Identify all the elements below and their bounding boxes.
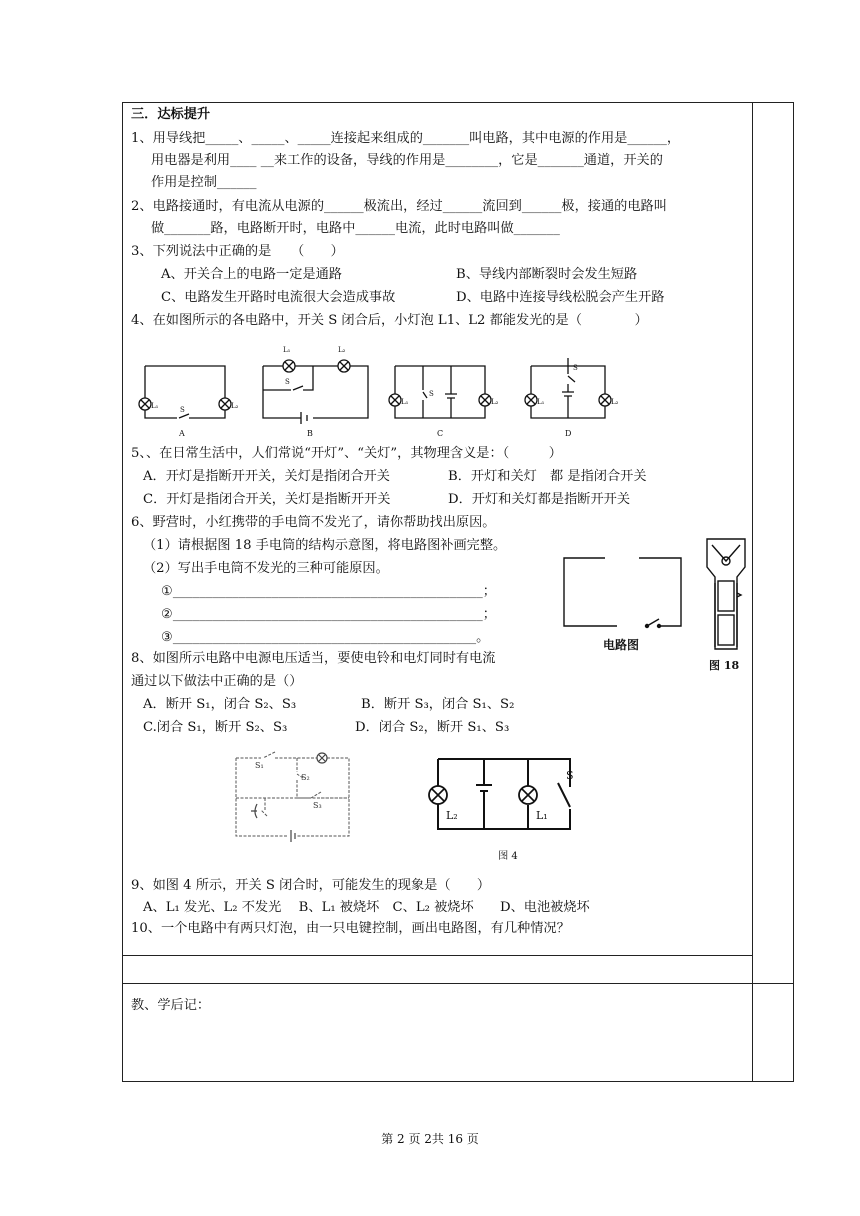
svg-text:L₂: L₂ [446, 809, 458, 822]
q4-label-d: D [565, 429, 572, 438]
q5-stem: 5、、在日常生活中，人们常说“开灯”、“关灯”，其物理含义是：（ ） [131, 446, 562, 461]
q8-line2: 通过以下做法中正确的是（） [131, 674, 303, 689]
q4-label-c: C [437, 429, 444, 438]
figure-4-caption: 图 4 [498, 851, 518, 862]
figure-4-circuit [428, 739, 588, 869]
svg-text:L₂: L₂ [338, 346, 346, 354]
table-row-divider [123, 955, 752, 956]
q5-option-b: B．开灯和关灯 都 是指闭合开关 [448, 469, 647, 484]
q3-option-b: B、导线内部断裂时会发生短路 [456, 267, 638, 282]
svg-text:S: S [429, 390, 434, 398]
circuit-diagram-caption: 电路图 [603, 638, 640, 652]
q2-line2: 做_______路，电路断开时，电路中______电流，此时电路叫做_______ [151, 221, 560, 236]
q8-option-b: B．断开 S₃，闭合 S₁、S₂ [361, 697, 515, 712]
q6-sub1: （1）请根据图 18 手电筒的结构示意图，将电路图补画完整。 [143, 538, 507, 553]
q6-stem: 6、野营时，小红携带的手电筒不发光了，请你帮助找出原因。 [131, 515, 496, 530]
svg-text:L₁: L₁ [283, 346, 291, 354]
teaching-notes-label: 教、学后记： [131, 998, 211, 1013]
section-title: 三．达标提升 [131, 107, 211, 122]
svg-text:S₁: S₁ [255, 761, 264, 770]
q4-circuit-figures [133, 338, 693, 438]
q9-options: A、L₁ 发光、L₂ 不发光 B、L₁ 被烧坏 C、L₂ 被烧坏 D、电池被烧坏 [143, 900, 590, 915]
table-row-divider-notes [123, 983, 793, 984]
q6-circuit-diagram [559, 553, 695, 653]
svg-text:L₁: L₁ [401, 398, 409, 406]
q4-label-a: A [179, 429, 185, 438]
svg-text:L₂: L₂ [611, 398, 619, 406]
q3-option-a: A、开关合上的电路一定是通路 [161, 267, 342, 282]
svg-text:L₁: L₁ [537, 398, 545, 406]
q8-option-c: C.闭合 S₁，断开 S₂、S₃ [143, 720, 288, 735]
q4-stem: 4、在如图所示的各电路中，开关 S 闭合后，小灯泡 L1、L2 都能发光的是（ ） [131, 313, 648, 328]
q4-circuits-svg [133, 338, 693, 438]
q1-line2: 用电器是利用____ __来工作的设备，导线的作用是________，它是_______通道，开关的 [151, 153, 663, 168]
page-footer: 第 2 页 2共 16 页 [381, 1132, 479, 1146]
svg-text:L₂: L₂ [231, 402, 239, 410]
lesson-table [122, 102, 794, 1082]
svg-text:S: S [573, 364, 578, 372]
q3-option-c: C、电路发生开路时电流很大会造成事故 [161, 290, 396, 305]
q8-option-a: A．断开 S₁，闭合 S₂、S₃ [143, 697, 297, 712]
svg-text:S₂: S₂ [301, 773, 310, 782]
svg-text:S: S [180, 406, 185, 414]
q8-line1: 8、如图所示电路中电源电压适当，要使电铃和电灯同时有电流 [131, 651, 496, 666]
q9-stem: 9、如图 4 所示，开关 S 闭合时，可能发生的现象是（ ） [131, 878, 491, 893]
q6-blank-2: ②_______________________________________________； [161, 607, 496, 622]
q5-option-a: A．开灯是指断开开关，关灯是指闭合开关 [143, 469, 390, 484]
q1-line1: 1、用导线把_____、_____、_____连接起来组成的_______叫电路，其中电源的作用是______， [131, 131, 681, 146]
svg-text:S: S [285, 378, 290, 386]
q5-option-c: C．开灯是指闭合开关，关灯是指断开开关 [143, 492, 391, 507]
q6-blank-1: ①_______________________________________________； [161, 584, 496, 599]
table-column-divider [752, 103, 753, 1081]
figure-18-caption: 图 18 [709, 659, 740, 672]
q5-option-d: D．开灯和关灯都是指断开开关 [448, 492, 631, 507]
svg-text:L₁: L₁ [536, 809, 548, 822]
q8-circuit-diagram [231, 748, 361, 843]
q6-sub2: （2）写出手电筒不发光的三种可能原因。 [143, 561, 389, 576]
svg-text:S: S [566, 769, 574, 782]
q2-line1: 2、电路接通时，有电流从电源的______极流出，经过______流回到______极，接通的电路叫 [131, 199, 667, 214]
svg-text:L₁: L₁ [151, 402, 159, 410]
q8-option-d: D．闭合 S₂，断开 S₁、S₃ [355, 720, 510, 735]
svg-text:L₂: L₂ [491, 398, 499, 406]
flashlight-figure-18 [703, 537, 749, 673]
svg-text:S₃: S₃ [313, 801, 322, 810]
q3-stem: 3、下列说法中正确的是 （ ） [131, 244, 344, 259]
q6-blank-3: ③______________________________________________。 [161, 630, 490, 645]
q1-line3: 作用是控制______ [151, 175, 257, 190]
q3-option-d: D、电路中连接导线松脱会产生开路 [456, 290, 665, 305]
q10-stem: 10、一个电路中有两只灯泡，由一只电键控制，画出电路图，有几种情况？ [131, 921, 570, 936]
q4-label-b: B [307, 429, 313, 438]
